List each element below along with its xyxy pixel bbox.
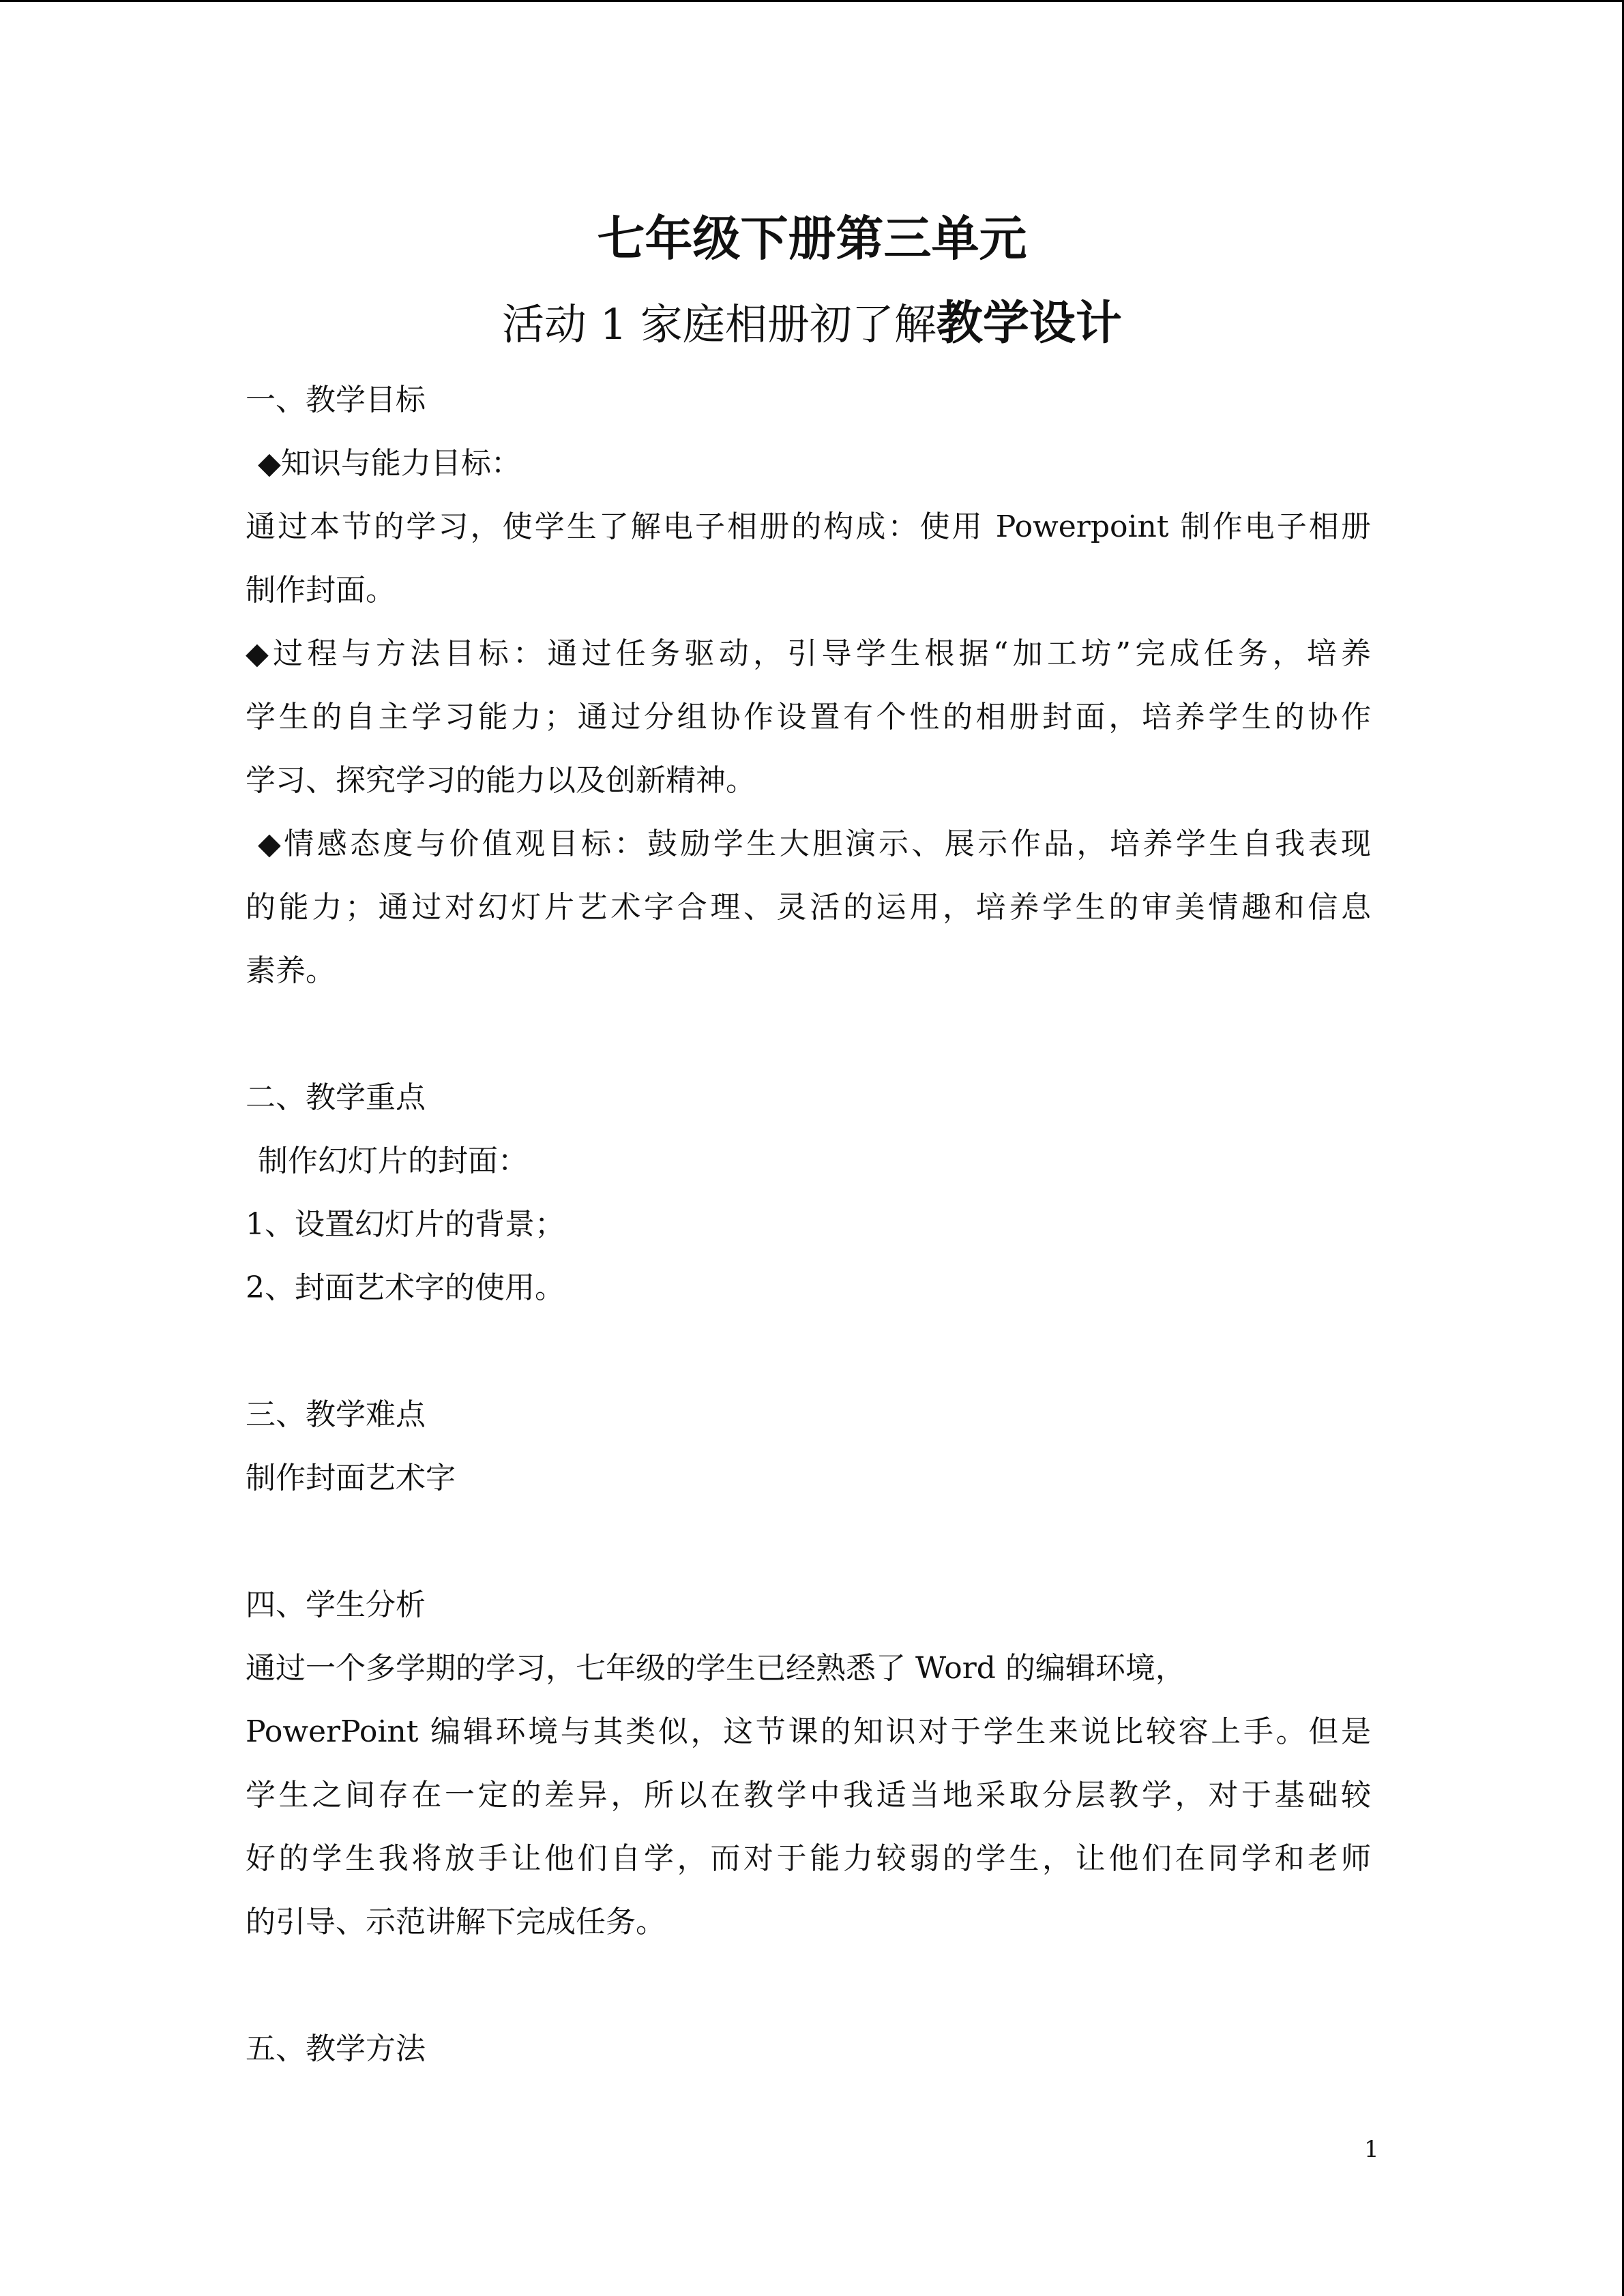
subtitle-bold: 教学设计 (936, 297, 1122, 351)
paragraph-line: 的引导、示范讲解下完成任务。 (246, 1905, 666, 1939)
spacer (246, 1320, 1371, 1383)
page-number: 1 (1364, 2136, 1379, 2163)
list-item: 1、设置幻灯片的背景； (246, 1207, 565, 1242)
paragraph-line: 学生的自主学习能力；通过分组协作设置有个性的相册封面，培养学生的协作 (246, 700, 1371, 734)
paragraph-line: 制作封面。 (246, 573, 396, 608)
knowledge-objective-label: ◆知识与能力目标： (258, 446, 521, 481)
list-item: 2、封面艺术字的使用。 (246, 1270, 565, 1305)
paragraph-line: PowerPoint 编辑环境与其类似，这节课的知识对于学生来说比较容上手。但是 (246, 1714, 1371, 1749)
paragraph-line: 制作封面艺术字 (246, 1461, 456, 1495)
paragraph-line: ◆情感态度与价值观目标：鼓励学生大胆演示、展示作品，培养学生自我表现 (258, 826, 1371, 861)
paragraph-line: 制作幻灯片的封面： (258, 1144, 528, 1178)
paragraph-line: 学生之间存在一定的差异，所以在教学中我适当地采取分层教学，对于基础较 (246, 1778, 1371, 1813)
paragraph-line: 通过一个多学期的学习，七年级的学生已经熟悉了 Word 的编辑环境， (246, 1651, 1185, 1686)
section-heading-objectives: 一、教学目标 (246, 383, 426, 417)
paragraph-line: ◆过程与方法目标：通过任务驱动，引导学生根据“加工坊”完成任务，培养 (246, 636, 1371, 671)
spacer (246, 1954, 1371, 2017)
section-heading-difficulties: 三、教学难点 (246, 1397, 426, 1432)
document-title: 七年级下册第三单元 (597, 211, 1027, 267)
subtitle-normal: 活动 1 家庭相册初了解 (502, 299, 936, 349)
document-body (246, 368, 1371, 2081)
section-heading-student-analysis: 四、学生分析 (246, 1587, 426, 1622)
paragraph-line: 素养。 (246, 953, 336, 988)
document-subtitle (0, 290, 1624, 359)
section-heading-methods: 五、教学方法 (246, 2031, 426, 2066)
paragraph-line: 的能力；通过对幻灯片艺术字合理、灵活的运用，培养学生的审美情趣和信息 (246, 890, 1371, 925)
page-border-top (0, 0, 1624, 2)
section-heading-key-points: 二、教学重点 (246, 1080, 426, 1115)
spacer (246, 1510, 1371, 1573)
paragraph-line: 通过本节的学习，使学生了解电子相册的构成：使用 Powerpoint 制作电子相册 (246, 509, 1371, 544)
spacer (246, 1002, 1371, 1066)
paragraph-line: 学习、探究学习的能力以及创新精神。 (246, 763, 756, 798)
paragraph-line: 好的学生我将放手让他们自学，而对于能力较弱的学生，让他们在同学和老师 (246, 1841, 1371, 1876)
